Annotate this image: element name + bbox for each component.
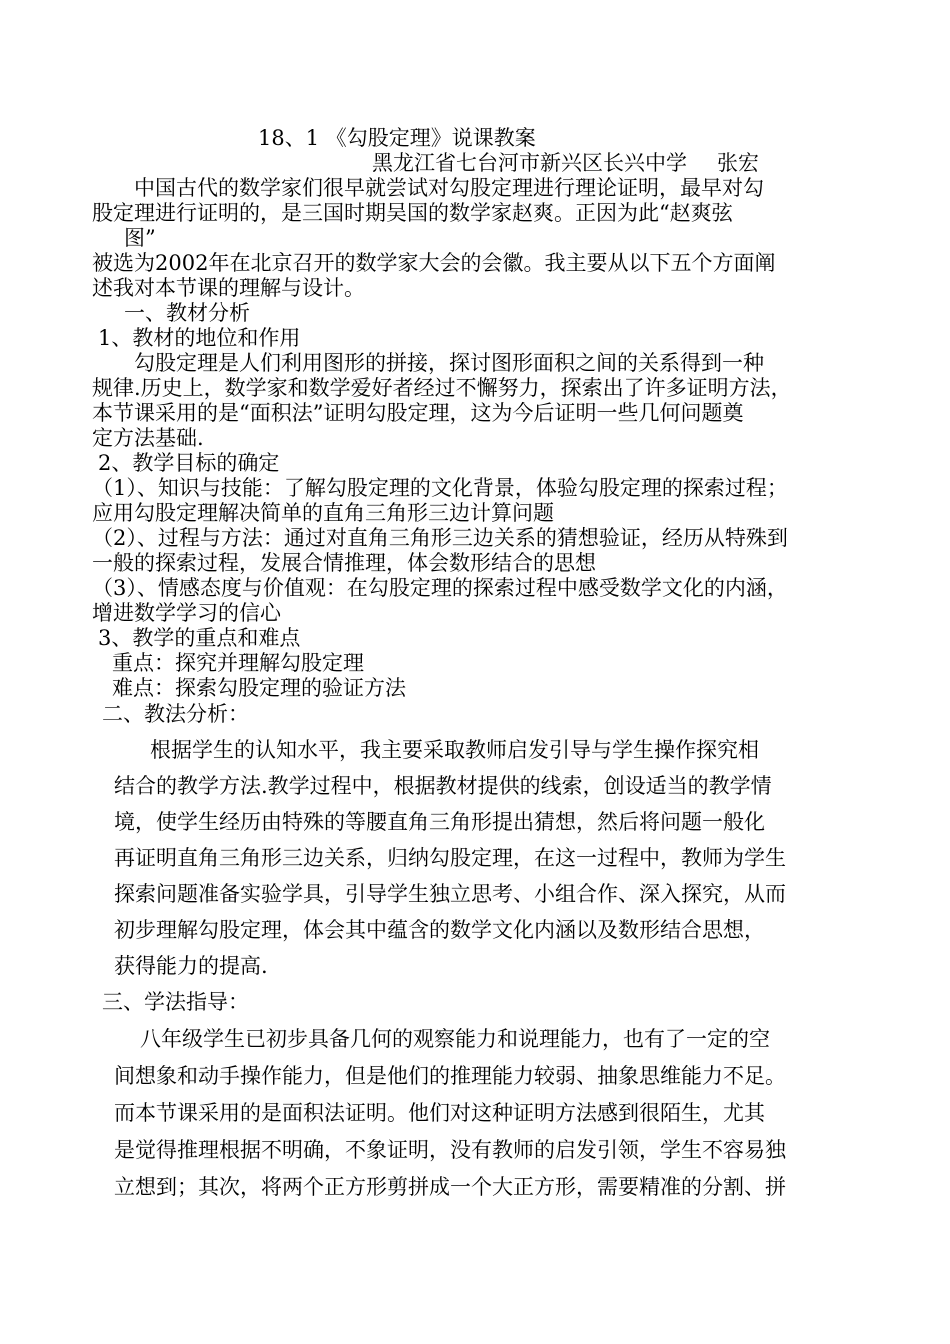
- text-line: 一、教材分析: [124, 301, 250, 325]
- text-line: 立想到；其次，将两个正方形剪拼成一个大正方形，需要精准的分割、拼: [114, 1175, 786, 1199]
- page-title: 18、1 《勾股定理》说课教案: [258, 126, 536, 150]
- text-line: （3）、情感态度与价值观：在勾股定理的探索过程中感受数学文化的内涵，: [92, 576, 788, 600]
- text-line: 被选为2002年在北京召开的数学家大会的会徽。我主要从以下五个方面阐: [92, 251, 776, 275]
- text-line: 本节课采用的是“面积法”证明勾股定理，这为今后证明一些几何问题奠: [92, 401, 744, 425]
- text-line: 2、教学目标的确定: [98, 451, 280, 475]
- text-line: 是觉得推理根据不明确，不象证明，没有教师的启发引领，学生不容易独: [114, 1138, 786, 1162]
- text-line: 3、教学的重点和难点: [98, 626, 301, 650]
- text-line: 难点：探索勾股定理的验证方法: [112, 676, 406, 700]
- text-line: 1、教材的地位和作用: [98, 326, 301, 350]
- text-line: 勾股定理是人们利用图形的拼接，探讨图形面积之间的关系得到一种: [134, 351, 764, 375]
- text-line: 定方法基础.: [92, 426, 204, 450]
- text-line: 根据学生的认知水平，我主要采取教师启发引导与学生操作探究相: [150, 738, 759, 762]
- text-line: 二、教法分析：: [102, 702, 249, 726]
- author-school: 黑龙江省七台河市新兴区长兴中学: [372, 151, 687, 175]
- text-line: （1）、知识与技能：了解勾股定理的文化背景，体验勾股定理的探索过程；: [92, 476, 788, 500]
- text-line: （2）、过程与方法：通过对直角三角形三边关系的猜想验证，经历从特殊到: [92, 526, 788, 550]
- text-line: 八年级学生已初步具备几何的观察能力和说理能力，也有了一定的空: [140, 1027, 770, 1051]
- text-line: 探索问题准备实验学具，引导学生独立思考、小组合作、深入探究，从而: [114, 882, 786, 906]
- author-line: [372, 151, 759, 176]
- text-line: 增进数学学习的信心: [92, 601, 281, 625]
- text-line: 规律.历史上，数学家和数学爱好者经过不懈努力，探索出了许多证明方法，: [92, 376, 792, 400]
- text-line: 境，使学生经历由特殊的等腰直角三角形提出猜想，然后将问题一般化: [114, 810, 765, 834]
- text-line: 初步理解勾股定理，体会其中蕴含的数学文化内涵以及数形结合思想，: [114, 918, 765, 942]
- text-line: 重点：探究并理解勾股定理: [112, 651, 364, 675]
- text-line: 而本节课采用的是面积法证明。他们对这种证明方法感到很陌生，尤其: [114, 1101, 765, 1125]
- text-line: 再证明直角三角形三边关系，归纳勾股定理，在这一过程中，教师为学生: [114, 846, 786, 870]
- text-line: 结合的教学方法.教学过程中，根据教材提供的线索，创设适当的教学情: [114, 774, 772, 798]
- text-line: 获得能力的提高.: [114, 954, 268, 978]
- text-line: 中国古代的数学家们很早就尝试对勾股定理进行理论证明，最早对勾: [134, 176, 764, 200]
- author-name: 张宏: [717, 151, 759, 175]
- text-line: 述我对本节课的理解与设计。: [92, 276, 365, 300]
- text-line: 图”: [124, 226, 156, 250]
- text-line: 一般的探索过程，发展合情推理，体会数形结合的思想: [92, 551, 596, 575]
- text-line: 应用勾股定理解决简单的直角三角形三边计算问题: [92, 501, 554, 525]
- text-line: 股定理进行证明的，是三国时期吴国的数学家赵爽。正因为此“赵爽弦: [92, 201, 733, 225]
- text-line: 间想象和动手操作能力，但是他们的推理能力较弱、抽象思维能力不足。: [114, 1064, 786, 1088]
- text-line: 三、学法指导：: [102, 990, 249, 1014]
